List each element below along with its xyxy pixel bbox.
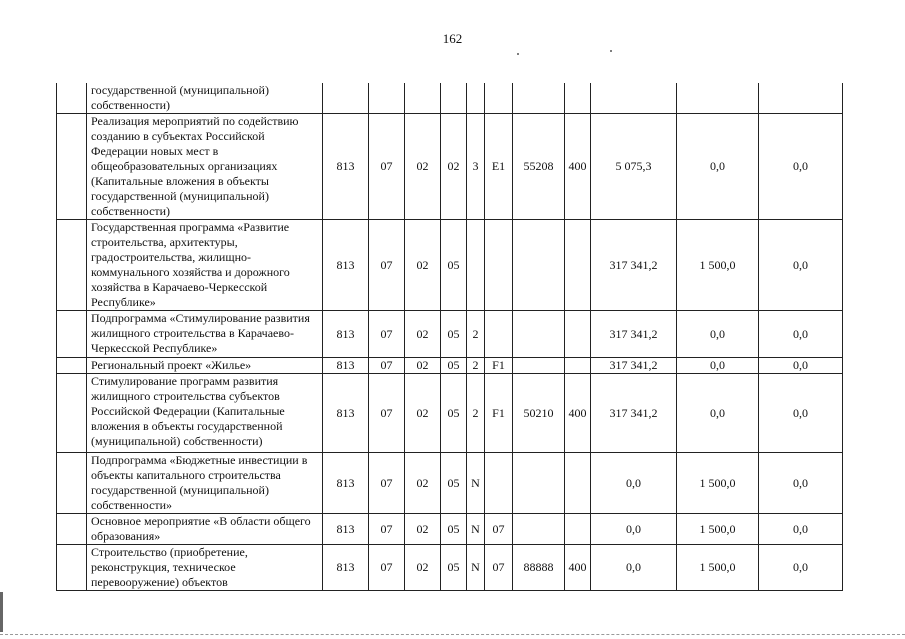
row-description: Подпрограмма «Бюджетные инвестиции в объекты капитального строительства государственной (муниципальной) собственности»	[87, 453, 323, 514]
col-pr: 02	[405, 374, 441, 453]
col-pr	[405, 83, 441, 114]
col-vr	[565, 514, 591, 545]
col-program: 05	[441, 453, 467, 514]
col-sum-1: 0,0	[591, 545, 677, 591]
col-pr: 02	[405, 514, 441, 545]
col-pr: 02	[405, 358, 441, 374]
col-program: 05	[441, 358, 467, 374]
col-vr	[565, 358, 591, 374]
row-number-cell	[57, 114, 87, 220]
col-direction	[513, 311, 565, 358]
page-number: 162	[442, 31, 463, 46]
col-sum-2: 1 500,0	[677, 545, 759, 591]
table-row	[57, 83, 843, 114]
col-sum-3: 0,0	[759, 114, 843, 220]
col-subprogram: N	[467, 453, 485, 514]
col-vr: 400	[565, 114, 591, 220]
col-sum-3: 0,0	[759, 220, 843, 311]
col-gp: 813	[323, 220, 369, 311]
col-subprogram: N	[467, 514, 485, 545]
col-sum-3: 0,0	[759, 545, 843, 591]
row-number-cell	[57, 514, 87, 545]
col-direction	[513, 358, 565, 374]
col-event: 07	[485, 514, 513, 545]
row-number-cell	[57, 220, 87, 311]
row-description: Реализация мероприятий по содействию созданию в субъектах Российской Федерации новых мест в общеобразовательных организациях (Капитальные вложения в объекты государственной (муниципальной) собственности)	[87, 114, 323, 220]
table-row	[57, 220, 843, 311]
col-direction	[513, 453, 565, 514]
col-sum-1: 0,0	[591, 453, 677, 514]
col-direction: 88888	[513, 545, 565, 591]
table-row	[57, 514, 843, 545]
col-event	[485, 311, 513, 358]
col-rz: 07	[369, 358, 405, 374]
row-number-cell	[57, 545, 87, 591]
scan-speck	[517, 53, 519, 55]
col-sum-3: 0,0	[759, 311, 843, 358]
col-sum-2: 0,0	[677, 358, 759, 374]
col-sum-3	[759, 83, 843, 114]
table-row	[57, 374, 843, 453]
row-description: Стимулирование программ развития жилищного строительства субъектов Российской Федерации (Капитальные вложения в объекты государственной (муниципальной) собственности)	[87, 374, 323, 453]
scan-edge-mark	[0, 592, 3, 632]
col-program: 02	[441, 114, 467, 220]
col-rz: 07	[369, 114, 405, 220]
table-row	[57, 358, 843, 374]
col-gp	[323, 83, 369, 114]
col-sum-3: 0,0	[759, 358, 843, 374]
col-vr: 400	[565, 374, 591, 453]
row-description: Основное мероприятие «В области общего образования»	[87, 514, 323, 545]
col-program: 05	[441, 311, 467, 358]
col-event: F1	[485, 374, 513, 453]
col-sum-1: 317 341,2	[591, 220, 677, 311]
col-rz: 07	[369, 545, 405, 591]
col-sum-1: 317 341,2	[591, 374, 677, 453]
col-event	[485, 453, 513, 514]
col-event	[485, 83, 513, 114]
col-gp: 813	[323, 453, 369, 514]
col-subprogram: 2	[467, 374, 485, 453]
col-vr	[565, 453, 591, 514]
col-gp: 813	[323, 545, 369, 591]
col-subprogram: 3	[467, 114, 485, 220]
col-subprogram	[467, 220, 485, 311]
col-event	[485, 220, 513, 311]
row-number-cell	[57, 83, 87, 114]
col-sum-1: 317 341,2	[591, 311, 677, 358]
col-program: 05	[441, 374, 467, 453]
table-row	[57, 453, 843, 514]
col-direction	[513, 220, 565, 311]
col-sum-1: 0,0	[591, 514, 677, 545]
col-vr	[565, 311, 591, 358]
col-rz: 07	[369, 311, 405, 358]
col-pr: 02	[405, 114, 441, 220]
col-pr: 02	[405, 220, 441, 311]
col-pr: 02	[405, 545, 441, 591]
col-pr: 02	[405, 311, 441, 358]
col-vr	[565, 220, 591, 311]
col-subprogram: N	[467, 545, 485, 591]
col-vr	[565, 83, 591, 114]
col-sum-2	[677, 83, 759, 114]
col-subprogram	[467, 83, 485, 114]
col-program: 05	[441, 545, 467, 591]
col-program	[441, 83, 467, 114]
col-direction: 50210	[513, 374, 565, 453]
col-sum-2: 1 500,0	[677, 514, 759, 545]
col-subprogram: 2	[467, 358, 485, 374]
col-direction	[513, 514, 565, 545]
scan-bottom-edge	[0, 634, 905, 635]
col-sum-1: 317 341,2	[591, 358, 677, 374]
budget-table-body	[57, 83, 843, 591]
row-number-cell	[57, 453, 87, 514]
col-sum-3: 0,0	[759, 514, 843, 545]
col-direction: 55208	[513, 114, 565, 220]
col-program: 05	[441, 514, 467, 545]
col-sum-1	[591, 83, 677, 114]
col-gp: 813	[323, 311, 369, 358]
col-sum-2: 0,0	[677, 114, 759, 220]
row-number-cell	[57, 374, 87, 453]
col-sum-3: 0,0	[759, 453, 843, 514]
row-description: Региональный проект «Жилье»	[87, 358, 323, 374]
col-gp: 813	[323, 114, 369, 220]
col-program: 05	[441, 220, 467, 311]
col-gp: 813	[323, 358, 369, 374]
col-sum-2: 0,0	[677, 374, 759, 453]
col-event: 07	[485, 545, 513, 591]
row-description: государственной (муниципальной) собственности)	[87, 83, 323, 114]
col-sum-2: 1 500,0	[677, 453, 759, 514]
col-pr: 02	[405, 453, 441, 514]
col-direction	[513, 83, 565, 114]
col-sum-2: 1 500,0	[677, 220, 759, 311]
table-row	[57, 545, 843, 591]
row-number-cell	[57, 358, 87, 374]
col-gp: 813	[323, 514, 369, 545]
col-gp: 813	[323, 374, 369, 453]
col-sum-2: 0,0	[677, 311, 759, 358]
table-row	[57, 114, 843, 220]
row-description: Подпрограмма «Стимулирование развития жилищного строительства в Карачаево-Черкесской Республике»	[87, 311, 323, 358]
col-vr: 400	[565, 545, 591, 591]
table-row	[57, 311, 843, 358]
col-event: E1	[485, 114, 513, 220]
col-rz	[369, 83, 405, 114]
col-sum-3: 0,0	[759, 374, 843, 453]
row-description: Государственная программа «Развитие строительства, архитектуры, градостроительства, жилищно-коммунального хозяйства и дорожного хозяйства в Карачаево-Черкесской Республике»	[87, 220, 323, 311]
col-rz: 07	[369, 514, 405, 545]
budget-table	[56, 83, 843, 591]
col-rz: 07	[369, 453, 405, 514]
col-rz: 07	[369, 220, 405, 311]
col-sum-1: 5 075,3	[591, 114, 677, 220]
col-rz: 07	[369, 374, 405, 453]
row-number-cell	[57, 311, 87, 358]
col-event: F1	[485, 358, 513, 374]
col-subprogram: 2	[467, 311, 485, 358]
scan-speck	[610, 50, 612, 52]
row-description: Строительство (приобретение, реконструкция, техническое перевооружение) объектов	[87, 545, 323, 591]
